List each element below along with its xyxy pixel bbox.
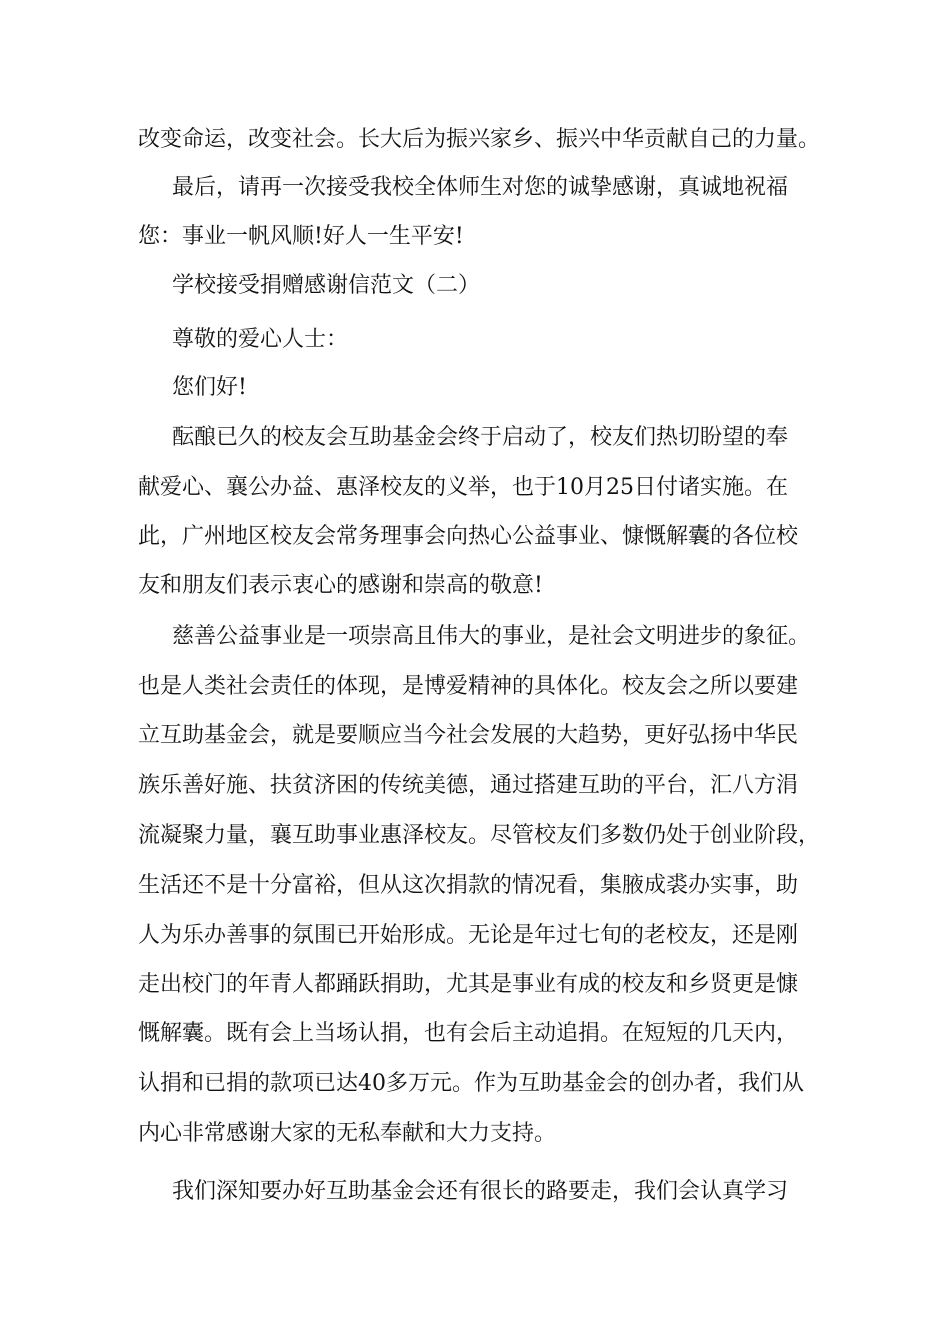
text-line: 友和朋友们表示衷心的感谢和崇高的敬意! (138, 573, 543, 598)
text-line: 您：事业一帆风顺!好人一生平安! (138, 224, 464, 249)
text-line: 走出校门的年青人都踊跃捐助，尤其是事业有成的校友和乡贤更是慷 (138, 972, 799, 997)
text-line: 献爱心、襄公办益、惠泽校友的义举，也于10月25日付诸实施。在 (138, 475, 788, 500)
text-line: 生活还不是十分富裕，但从这次捐款的情况看，集腋成裘办实事，助 (138, 873, 799, 898)
text-line: 最后，请再一次接受我校全体师生对您的诚挚感谢，真诚地祝福 (172, 175, 789, 200)
text-line: 慨解囊。既有会上当场认捐，也有会后主动追捐。在短短的几天内， (138, 1021, 799, 1046)
text-line: 认捐和已捐的款项已达40多万元。作为互助基金会的创办者，我们从 (138, 1071, 804, 1096)
text-line: 此，广州地区校友会常务理事会向热心公益事业、慷慨解囊的各位校 (138, 524, 799, 549)
text-line: 慈善公益事业是一项崇高且伟大的事业，是社会文明进步的象征。 (172, 624, 811, 649)
text-line: 立互助基金会，就是要顺应当今社会发展的大趋势，更好弘扬中华民 (138, 723, 799, 748)
greeting: 您们好! (172, 375, 247, 400)
salutation: 尊敬的爱心人士： (172, 327, 349, 352)
text-line: 流凝聚力量，襄互助事业惠泽校友。尽管校友们多数仍处于创业阶段， (138, 823, 821, 848)
text-line: 也是人类社会责任的体现，是博爱精神的具体化。校友会之所以要建 (138, 674, 799, 699)
section-heading: 学校接受捐赠感谢信范文（二） (172, 273, 481, 298)
text-line: 内心非常感谢大家的无私奉献和大力支持。 (138, 1121, 557, 1146)
text-line: 改变命运，改变社会。长大后为振兴家乡、振兴中华贡献自己的力量。 (138, 127, 821, 152)
text-line: 酝酿已久的校友会互助基金会终于启动了，校友们热切盼望的奉 (172, 425, 789, 450)
text-line: 我们深知要办好互助基金会还有很长的路要走，我们会认真学习 (172, 1179, 789, 1204)
text-line: 族乐善好施、扶贫济困的传统美德，通过搭建互助的平台，汇八方涓 (138, 773, 799, 798)
text-line: 人为乐办善事的氛围已开始形成。无论是年过七旬的老校友，还是刚 (138, 923, 799, 948)
